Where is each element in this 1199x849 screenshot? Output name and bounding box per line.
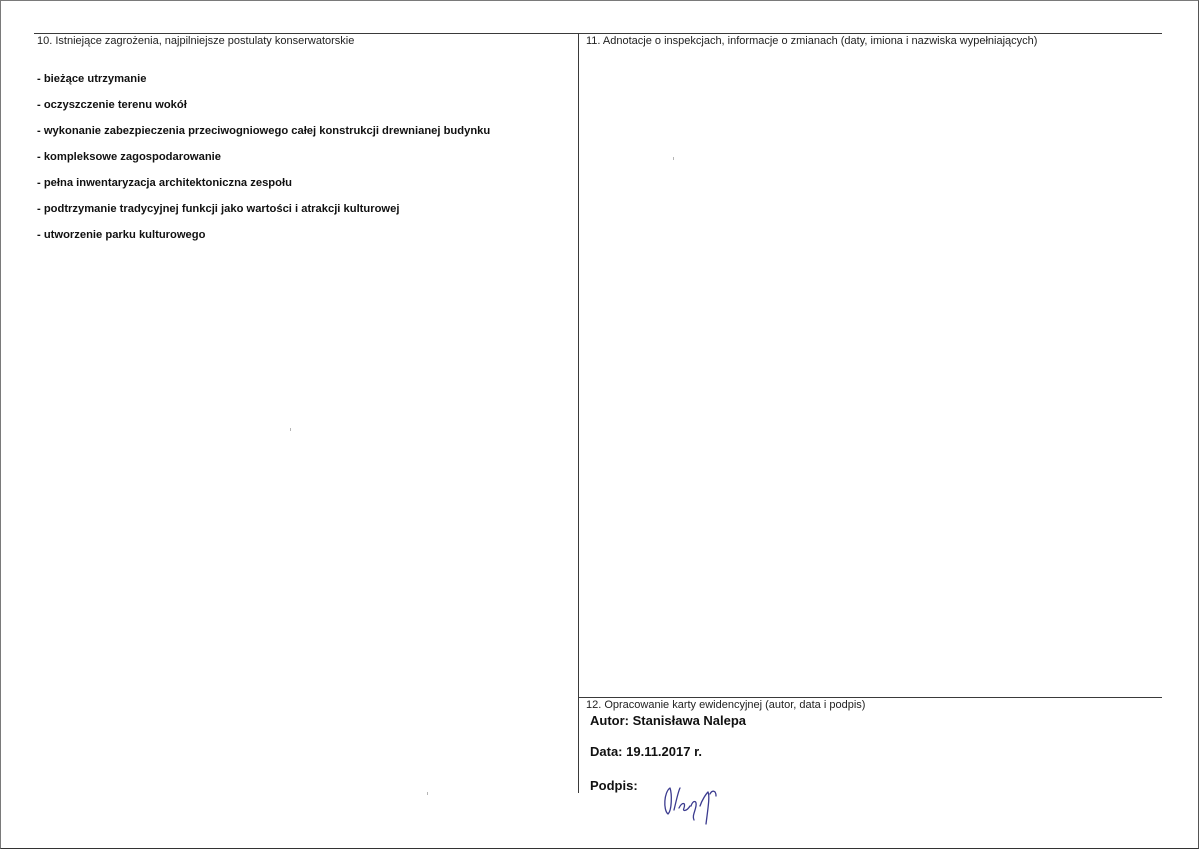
signature-label: Podpis: — [590, 778, 638, 793]
top-rule — [34, 33, 1162, 34]
scan-speck — [290, 428, 291, 431]
section10-label: 10. Istniejące zagrożenia, najpilniejsze postulaty konserwatorskie — [37, 35, 355, 47]
postulate-item: - utworzenie parku kulturowego — [37, 229, 206, 241]
postulate-item: - wykonanie zabezpieczenia przeciwogniowego całej konstrukcji drewnianej budynku — [37, 125, 491, 137]
section12-label: 12. Opracowanie karty ewidencyjnej (autor, data i podpis) — [586, 699, 866, 711]
handwritten-signature — [660, 780, 730, 835]
postulate-item: - podtrzymanie tradycyjnej funkcji jako wartości i atrakcji kulturowej — [37, 203, 400, 215]
scan-speck — [427, 792, 428, 795]
postulate-item: - oczyszczenie terenu wokół — [37, 99, 187, 111]
author-line: Autor: Stanisława Nalepa — [590, 713, 747, 728]
postulate-item: - pełna inwentaryzacja architektoniczna zespołu — [37, 177, 292, 189]
postulate-item: - bieżące utrzymanie — [37, 73, 147, 85]
section11-label: 11. Adnotacje o inspekcjach, informacje o zmianach (daty, imiona i nazwiska wypełniających) — [586, 35, 1038, 47]
section12-rule — [578, 697, 1162, 698]
postulate-item: - kompleksowe zagospodarowanie — [37, 151, 222, 163]
scan-speck — [673, 157, 674, 160]
column-divider — [578, 33, 579, 793]
date-line: Data: 19.11.2017 r. — [590, 744, 703, 759]
